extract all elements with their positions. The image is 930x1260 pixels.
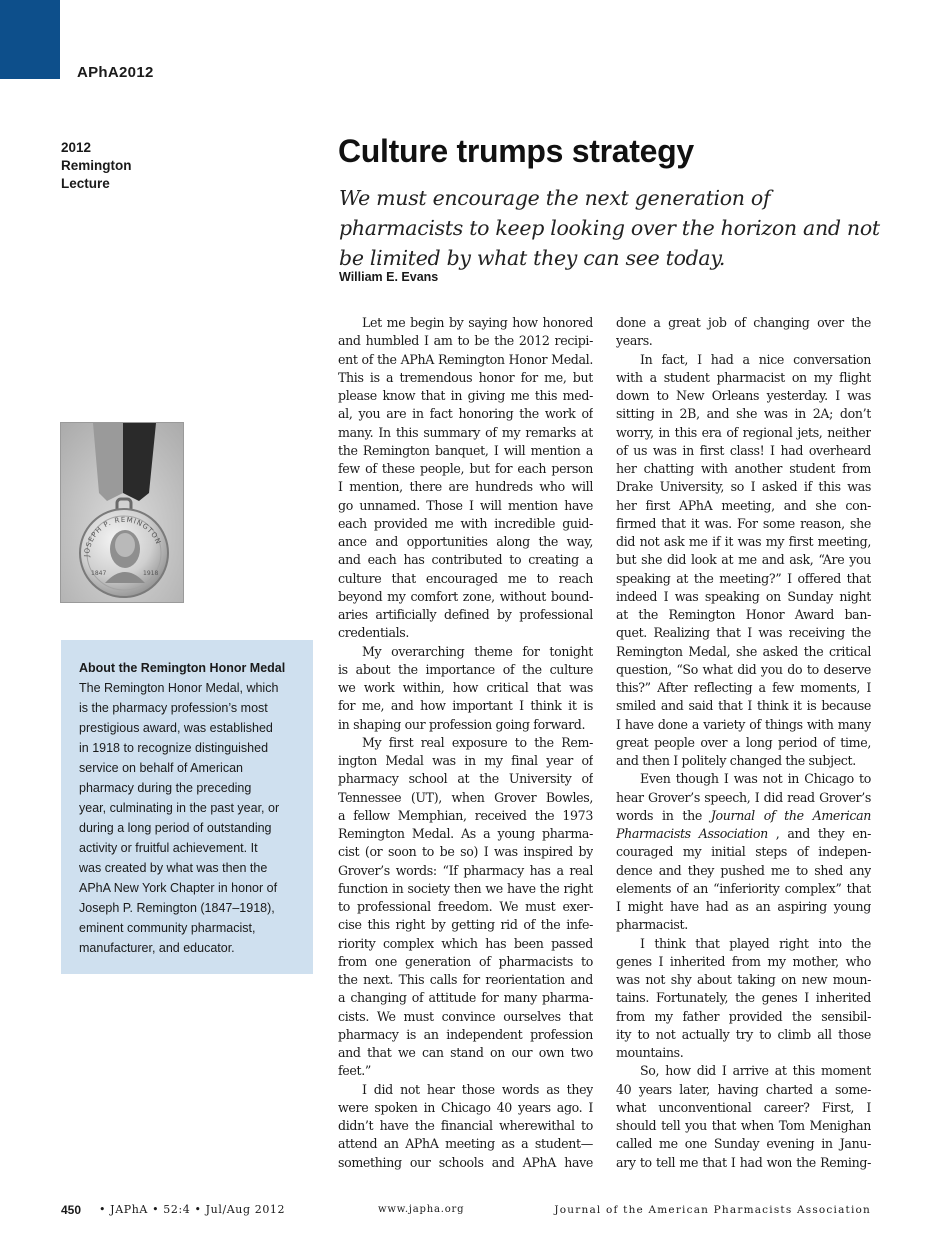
body-line: I have done a variety of things with many — [616, 716, 871, 732]
body-column-left — [338, 314, 593, 1172]
body-line: indeed I was speaking on Sunday night — [616, 588, 871, 604]
body-line: beyond my comfort zone, without bound- — [338, 588, 593, 604]
body-line: ance and opportunities along the way, — [338, 534, 593, 549]
sidebar-line: The Remington Honor Medal, which — [79, 681, 279, 695]
body-line: Tennessee (UT), when Grover Bowles, — [338, 789, 593, 805]
body-line: aries artificially defined by professional — [338, 607, 593, 622]
journal-name: Journal of the American Pharmacists Association — [554, 1204, 871, 1216]
body-line: cists. We must convince ourselves that — [338, 1008, 593, 1024]
body-line: credentials. — [338, 625, 410, 641]
sidebar-line: is the pharmacy profession’s most — [79, 701, 268, 715]
body-line: what unconventional career? First, I — [616, 1099, 871, 1115]
lecture-tag-year: 2012 — [61, 140, 92, 155]
body-line: elements of an “inferiority complex” that — [616, 880, 871, 896]
lecture-tag-type: Lecture — [61, 176, 110, 191]
sidebar-line: APhA New York Chapter in honor of — [79, 881, 278, 895]
body-line: tains. Fortunately, the genes I inherited — [616, 990, 871, 1006]
body-line: a fellow Memphian, received the 1973 — [338, 807, 593, 823]
body-line: this?” After reflecting a few moments, I — [616, 680, 871, 695]
body-line: In fact, I had a nice conversation — [640, 351, 871, 367]
corner-color-block — [0, 0, 60, 79]
body-line: each provided me with incredible guid- — [338, 515, 593, 531]
body-line: worry, in this era of regional jets, neither — [616, 424, 871, 440]
body-line: ington Medal was in my final year of — [338, 753, 593, 768]
body-line: cise this right by getting rid of the infe- — [338, 917, 593, 933]
remington-medal-image — [61, 423, 184, 603]
body-line: for me, and how important I think it is — [338, 698, 593, 714]
body-line: great people over a long period of time, — [616, 734, 871, 750]
body-line-text: words in the — [616, 807, 702, 823]
website-link[interactable]: www.japha.org — [378, 1204, 465, 1215]
author-byline: William E. Evans — [339, 270, 439, 284]
body-line: cist (or soon to be so) I was inspired by — [338, 844, 593, 860]
body-line: were spoken in Chicago 40 years ago. I — [338, 1099, 593, 1115]
body-line: many. In this summary of my remarks at — [338, 424, 593, 440]
sidebar-line: activity or fruitful achievement. It — [79, 841, 258, 855]
lecture-tag-name: Remington — [61, 158, 132, 173]
body-line: few of these people, but for each person — [338, 461, 593, 476]
sidebar-line: was created by what was then the — [79, 861, 268, 875]
body-line: pharmacy is an independent profession — [338, 1026, 593, 1042]
body-line: quet. Realizing that I was receiving the — [616, 625, 871, 641]
sidebar-title: About the Remington Honor Medal — [79, 661, 286, 675]
sidebar-line: manufacturer, and educator. — [79, 941, 235, 955]
body-line: mountains. — [616, 1045, 684, 1060]
sidebar-line: eminent community pharmacist, — [79, 921, 256, 935]
medal-photo — [60, 422, 184, 603]
body-line: ity to not actually try to climb all those — [616, 1026, 871, 1042]
body-line: Remington Medal, she asked the critical — [616, 643, 871, 659]
body-line: Remington Medal. As a young pharma- — [338, 826, 593, 841]
body-line: her first APhA meeting, and she con- — [616, 497, 871, 513]
sidebar-line: in 1918 to recognize distinguished — [79, 741, 269, 755]
body-line: I might have had as an aspiring young — [616, 899, 871, 914]
body-line: something our schools and APhA have — [338, 1154, 593, 1170]
sidebar-line: Joseph P. Remington (1847–1918), — [79, 901, 275, 915]
body-line: did not ask me if it was my first meeting, — [616, 534, 871, 549]
sidebar-line: year, culminating in the past year, or — [79, 801, 280, 815]
body-line: attend an APhA meeting as a student— — [338, 1136, 593, 1152]
body-line: ary to tell me that I had won the Reming- — [616, 1154, 871, 1170]
sidebar-line: service on behalf of American — [79, 761, 243, 775]
lecture-tag — [61, 139, 181, 193]
body-line: My first real exposure to the Rem- — [362, 734, 593, 750]
body-line: at the Remington Honor Award ban- — [616, 607, 871, 622]
body-line: firmed that it was. For some reason, she — [616, 515, 871, 531]
body-line: is about the importance of the culture — [338, 661, 593, 677]
body-line: My overarching theme for tonight — [362, 643, 593, 659]
body-line: smiled and said that I think it is because — [616, 698, 871, 714]
body-line: the Remington banquet, I will mention a — [338, 442, 593, 458]
article-deck: We must encourage the next generation of pharmacists to keep looking over the horizon and not be limited by what they can see today. — [339, 186, 880, 270]
body-line: and each has contributed to creating a — [338, 552, 593, 568]
body-line: go unnamed. Those I will mention have — [338, 497, 593, 513]
body-line: her chatting with another student from — [616, 461, 871, 476]
body-line: Grover’s words: “If pharmacy has a real — [338, 862, 593, 878]
body-line: I think that played right into the — [640, 935, 871, 951]
body-line: I mention, there are hundreds who will — [338, 479, 593, 495]
body-line: This is a tremendous honor for me, but — [338, 369, 593, 385]
body-line: to professional freedom. We must exer- — [338, 899, 593, 914]
publication-info: • JAPhA • 52:4 • Jul/Aug 2012 — [99, 1203, 286, 1216]
body-line — [616, 807, 871, 825]
body-line: pharmacy school at the University of — [338, 771, 593, 787]
body-line: with a student pharmacist on my flight — [616, 369, 871, 385]
body-line: please know that in giving me this med- — [338, 388, 593, 403]
body-line: al, you are in fact honoring the work of — [338, 406, 593, 422]
body-line: done a great job of changing over the — [616, 315, 871, 330]
body-line: called me one Sunday evening in Janu- — [616, 1136, 871, 1152]
body-line: function in society then we have the right — [338, 880, 593, 896]
body-line: Even though I was not in Chicago to — [640, 771, 871, 787]
body-line: pharmacist. — [616, 917, 688, 933]
body-line: and humbled I am to be the 2012 recipi- — [338, 333, 593, 349]
body-line: from one generation of pharmacists to — [338, 953, 593, 969]
sidebar-line: pharmacy during the preceding — [79, 781, 252, 795]
body-line: sitting in 2B, and she was in 2A; don’t — [616, 406, 871, 422]
body-line: riority complex which has been passed — [338, 935, 593, 951]
body-line: speaking at the meeting?” I offered that — [616, 570, 871, 586]
body-line: couraged my initial steps of indepen- — [616, 844, 871, 860]
body-line: I did not hear those words as they — [362, 1081, 593, 1097]
body-line: and then I politely changed the subject. — [616, 753, 856, 768]
body-line: question, “So what did you do to deserve — [616, 661, 871, 677]
body-line: from my father provided the sensibil- — [616, 1008, 871, 1024]
body-line: ent of the APhA Remington Honor Medal. — [338, 351, 593, 367]
sidebar-box — [61, 640, 313, 974]
article-title: Culture trumps strategy — [338, 133, 694, 169]
journal-title-italic: Journal of the American — [710, 807, 871, 823]
body-line: we work within, how critical that was — [338, 680, 593, 695]
body-line: and that we can stand on our own two — [338, 1045, 593, 1060]
page-footer — [61, 1203, 871, 1221]
medal-year-birth: 1847 — [91, 570, 107, 577]
page-number: 450 — [61, 1203, 82, 1217]
medal-inscription: JOSEPH P. REMINGTON — [82, 515, 163, 558]
body-line: didn’t have the financial wherewithal to — [338, 1118, 593, 1133]
body-line — [616, 825, 871, 843]
body-line: Let me begin by saying how honored — [362, 315, 593, 330]
body-line: dence and they pushed me to shed any — [616, 862, 871, 878]
body-line: So, how did I arrive at this moment — [640, 1063, 871, 1079]
body-line: Drake University, so I asked if this was — [616, 479, 871, 495]
sidebar-line: prestigious award, was established — [79, 721, 273, 735]
body-line: the next. This calls for reorientation and — [338, 972, 593, 987]
body-line-text: , and they en- — [775, 826, 871, 841]
body-line: but she did look at me and ask, “Are you — [616, 552, 871, 568]
journal-title-italic: Pharmacists Association — [616, 826, 768, 841]
body-line: of us was in first class! I had overheard — [616, 442, 871, 458]
body-line: culture that encouraged me to reach — [338, 570, 593, 586]
body-line: a changing of attitude for many pharma- — [338, 990, 593, 1006]
body-line: 40 years later, having charted a some- — [616, 1081, 871, 1097]
body-line: feet.” — [338, 1063, 371, 1079]
sidebar-line: during a long period of outstanding — [79, 821, 272, 835]
body-line: in shaping our profession going forward. — [338, 716, 586, 732]
body-line: down to New Orleans yesterday. I was — [616, 388, 871, 403]
sidebar-text — [79, 678, 299, 958]
section-tag: APhA2012 — [77, 64, 154, 81]
medal-year-death: 1918 — [143, 570, 159, 577]
body-column-right — [616, 314, 871, 1172]
body-line: genes I inherited from my mother, who — [616, 953, 871, 969]
body-line: hear Grover’s speech, I did read Grover’s — [616, 789, 871, 805]
body-line: should tell you that when Tom Menighan — [616, 1118, 871, 1133]
body-line: years. — [616, 333, 653, 349]
body-line: was not shy about taking on new moun- — [616, 972, 871, 987]
